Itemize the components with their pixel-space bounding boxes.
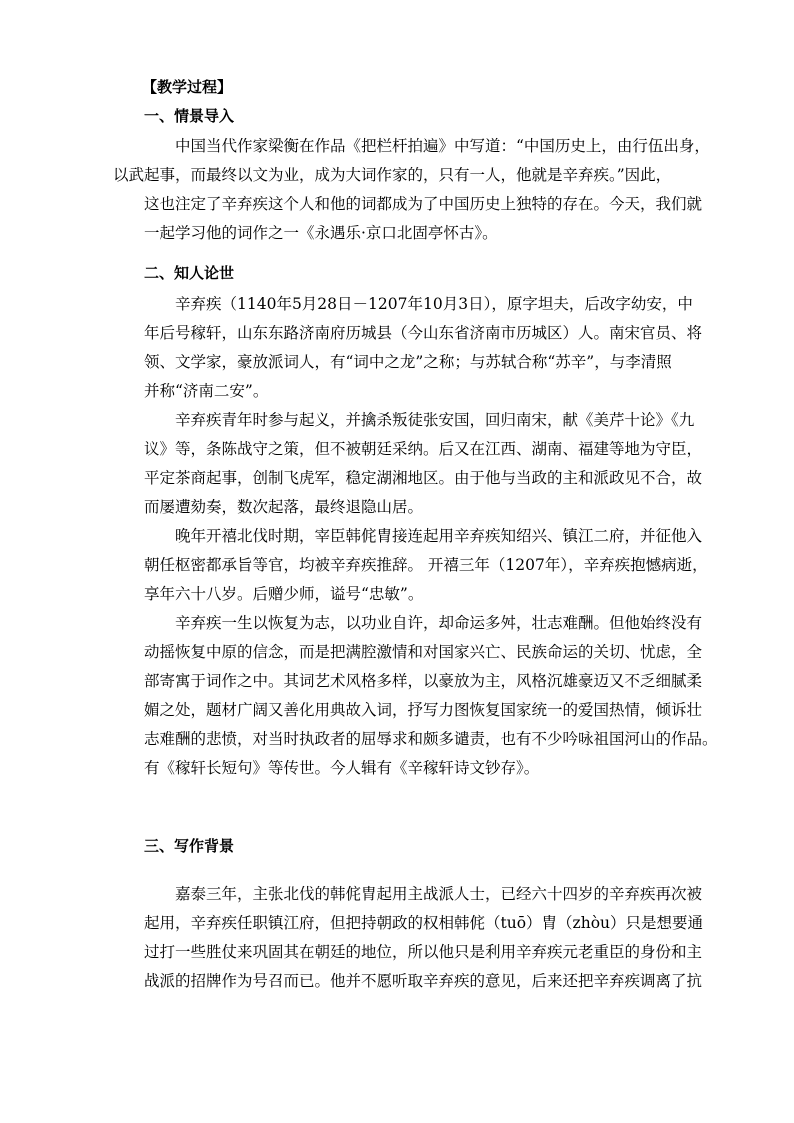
text-line: 起用，辛弃疾任职镇江府，但把持朝政的权相韩侂（tuō）胄（zhòu）只是想要通 [144,914,704,932]
text-line: 朝任枢密都承旨等官，均被辛弃疾推辞。 开禧三年（1207年），辛弃疾抱憾病逝， [144,556,708,574]
text-line: 媚之处，题材广阔又善化用典故入词，抒写力图恢复国家统一的爱国热情，倾诉壮 [144,701,703,719]
text-line: 年后号稼轩，山东东路济南府历城县（今山东省济南市历城区）人。南宋官员、将 [144,324,703,342]
paragraph [144,880,740,996]
intro-body [113,132,740,248]
text-line: 平定茶商起事，创制飞虎军，稳定湖湘地区。由于他与当政的主和派政见不合，故 [144,469,703,487]
text-line: 而屡遭劾奏，数次起落，最终退隐山居。 [144,498,424,516]
text-line: 领、文学家，豪放派词人，有“词中之龙”之称；与苏轼合称“苏辛”，与李清照 [144,353,672,371]
text-line: 议》等，条陈战守之策，但不被朝廷采纳。后又在江西、湖南、福建等地为守臣， [144,440,703,458]
text-line: 志难酬的悲愤，对当时执政者的屈辱求和颇多谴责，也有不少吟咏祖国河山的作品。 [144,730,718,748]
heading-author: 二、知人论世 [144,264,235,282]
text-line: 部寄寓于词作之中。其词艺术风格多样，以豪放为主，风格沉雄豪迈又不乏细腻柔 [144,672,703,690]
heading-background: 三、写作背景 [144,837,235,855]
author-body [144,290,740,783]
background-body [144,880,740,996]
text-line: 过打一些胜仗来巩固其在朝廷的地位，所以他只是利用辛弃疾元老重臣的身份和主 [144,943,703,961]
paragraph [144,406,740,522]
paragraph [144,609,740,783]
text-line: 动摇恢复中原的信念，而是把满腔激情和对国家兴亡、民族命运的关切、忧虑，全 [144,643,703,661]
paragraph [113,132,740,248]
section-title: 【教学过程】 [142,78,233,96]
text-line: 晚年开禧北伐时期，宰臣韩侂胄接连起用辛弃疾知绍兴、镇江二府，并征他入 [175,527,703,545]
text-line: 中国当代作家梁衡在作品《把栏杆拍遍》中写道：“中国历史上，由行伍出身， [175,137,710,155]
text-line: 享年六十八岁。后赠少师，谥号“忠敏”。 [144,585,424,603]
text-line: 嘉泰三年，主张北伐的韩侂胄起用主战派人士，已经六十四岁的辛弃疾再次被 [175,885,703,903]
text-line: 辛弃疾（1140年5月28日－1207年10月3日），原字坦夫，后改字幼安，中 [175,295,693,313]
text-line: 以武起事，而最终以文为业，成为大词作家的，只有一人，他就是辛弃疾。”因此， [113,166,672,184]
paragraph [144,290,740,406]
text-line: 并称“济南二安”。 [144,382,269,400]
text-line: 一起学习他的词作之一《永遇乐·京口北固亭怀古》。 [144,224,498,242]
text-line: 辛弃疾青年时参与起义，并擒杀叛徒张安国，回归南宋，献《美芹十论》《九 [175,411,695,429]
text-line: 有《稼轩长短句》等传世。今人辑有《辛稼轩诗文钞存》。 [144,759,540,777]
heading-intro: 一、情景导入 [144,107,235,125]
text-line: 战派的招牌作为号召而已。他并不愿听取辛弃疾的意见，后来还把辛弃疾调离了抗 [144,972,703,990]
paragraph [144,522,740,609]
text-line: 这也注定了辛弃疾这个人和他的词都成为了中国历史上独特的存在。今天，我们就 [144,195,703,213]
text-line: 辛弃疾一生以恢复为志，以功业自许，却命运多舛，壮志难酬。但他始终没有 [175,614,703,632]
